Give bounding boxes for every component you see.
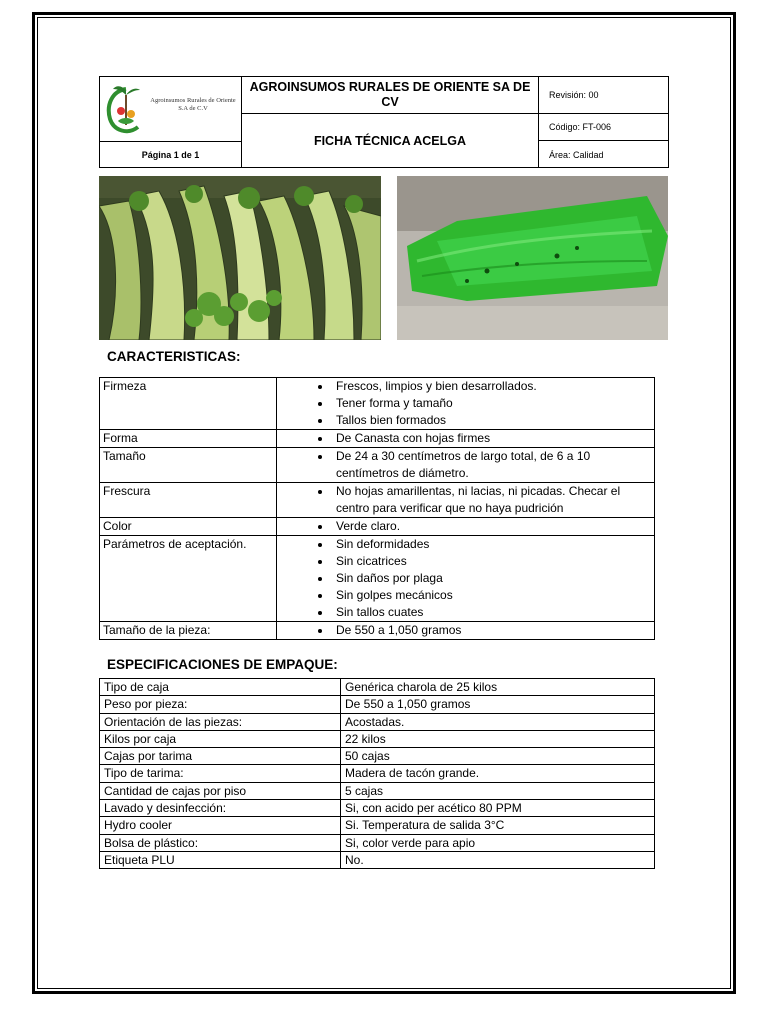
spec-label: Orientación de las piezas: [100, 713, 341, 730]
list-item: • De 24 a 30 centímetros de largo total, de 6 a 10 centímetros de diámetro. [332, 448, 654, 482]
spec-value: 50 cajas [341, 748, 655, 765]
characteristic-value [277, 430, 655, 448]
product-photo-celery [99, 176, 381, 340]
characteristic-label: Forma [100, 430, 277, 448]
characteristic-label: Firmeza [100, 378, 277, 430]
document-title: FICHA TÉCNICA ACELGA [242, 114, 539, 168]
table-row [100, 483, 655, 518]
table-row [100, 536, 655, 622]
company-logo [104, 81, 148, 139]
table-row [100, 448, 655, 483]
packaging-table [99, 678, 655, 869]
spec-value: Si, con acido per acético 80 PPM [341, 800, 655, 817]
spec-label: Lavado y desinfección: [100, 800, 341, 817]
spec-label: Peso por pieza: [100, 696, 341, 713]
logo-text: Agroinsumos Rurales de Oriente S.A de C.V [150, 97, 236, 112]
page-number: Página 1 de 1 [100, 142, 242, 168]
spec-value: Madera de tacón grande. [341, 765, 655, 782]
characteristics-title: CARACTERISTICAS: [107, 349, 241, 364]
list-item: • Tener forma y tamaño [332, 395, 654, 412]
spec-value: Acostadas. [341, 713, 655, 730]
table-row [100, 765, 655, 782]
spec-label: Etiqueta PLU [100, 851, 341, 868]
logo-cell [100, 77, 242, 142]
characteristic-label: Frescura [100, 483, 277, 518]
spec-label: Cantidad de cajas por piso [100, 782, 341, 799]
list-item: • Verde claro. [332, 518, 654, 535]
list-item: • Sin tallos cuates [332, 604, 654, 621]
list-item: • Sin deformidades [332, 536, 654, 553]
list-item: • De 550 a 1,050 gramos [332, 622, 654, 639]
table-row [100, 378, 655, 430]
spec-value: 22 kilos [341, 730, 655, 747]
characteristic-value [277, 448, 655, 483]
characteristics-table [99, 377, 655, 640]
spec-label: Hydro cooler [100, 817, 341, 834]
table-row [100, 622, 655, 640]
characteristic-value [277, 536, 655, 622]
characteristic-value [277, 378, 655, 430]
table-row [100, 696, 655, 713]
table-row [100, 817, 655, 834]
spec-label: Bolsa de plástico: [100, 834, 341, 851]
list-item: • No hojas amarillentas, ni lacias, ni picadas. Checar el centro para verificar que no haya pudrición [332, 483, 654, 517]
spec-label: Tipo de caja [100, 679, 341, 696]
spec-label: Cajas por tarima [100, 748, 341, 765]
spec-label: Tipo de tarima: [100, 765, 341, 782]
spec-label: Kilos por caja [100, 730, 341, 747]
revision: Revisión: 00 [539, 77, 668, 114]
table-row [100, 679, 655, 696]
list-item: • Sin cicatrices [332, 553, 654, 570]
list-item: • Sin golpes mecánicos [332, 587, 654, 604]
table-row [100, 430, 655, 448]
characteristic-label: Tamaño de la pieza: [100, 622, 277, 640]
list-item: • De Canasta con hojas firmes [332, 430, 654, 447]
table-row [100, 748, 655, 765]
spec-value: Genérica charola de 25 kilos [341, 679, 655, 696]
company-name: AGROINSUMOS RURALES DE ORIENTE SA DE CV [242, 77, 539, 114]
list-item: • Sin daños por plaga [332, 570, 654, 587]
spec-value: Si. Temperatura de salida 3°C [341, 817, 655, 834]
product-photo-packaged [397, 176, 668, 340]
area: Área: Calidad [549, 149, 604, 160]
characteristic-label: Parámetros de aceptación. [100, 536, 277, 622]
characteristic-value [277, 622, 655, 640]
characteristic-value [277, 518, 655, 536]
table-row [100, 713, 655, 730]
spec-value: 5 cajas [341, 782, 655, 799]
table-row [100, 782, 655, 799]
table-row [100, 834, 655, 851]
characteristic-label: Tamaño [100, 448, 277, 483]
spec-value: De 550 a 1,050 gramos [341, 696, 655, 713]
document-code: Código: FT-006 [539, 114, 668, 141]
spec-value: No. [341, 851, 655, 868]
document-header [99, 76, 669, 168]
table-row [100, 518, 655, 536]
table-row [100, 800, 655, 817]
spec-value: Si, color verde para apio [341, 834, 655, 851]
characteristic-value [277, 483, 655, 518]
list-item: • Tallos bien formados [332, 412, 654, 429]
list-item: • Frescos, limpios y bien desarrollados. [332, 378, 654, 395]
packaging-title: ESPECIFICACIONES DE EMPAQUE: [107, 657, 338, 672]
table-row [100, 730, 655, 747]
characteristic-label: Color [100, 518, 277, 536]
table-row [100, 851, 655, 868]
